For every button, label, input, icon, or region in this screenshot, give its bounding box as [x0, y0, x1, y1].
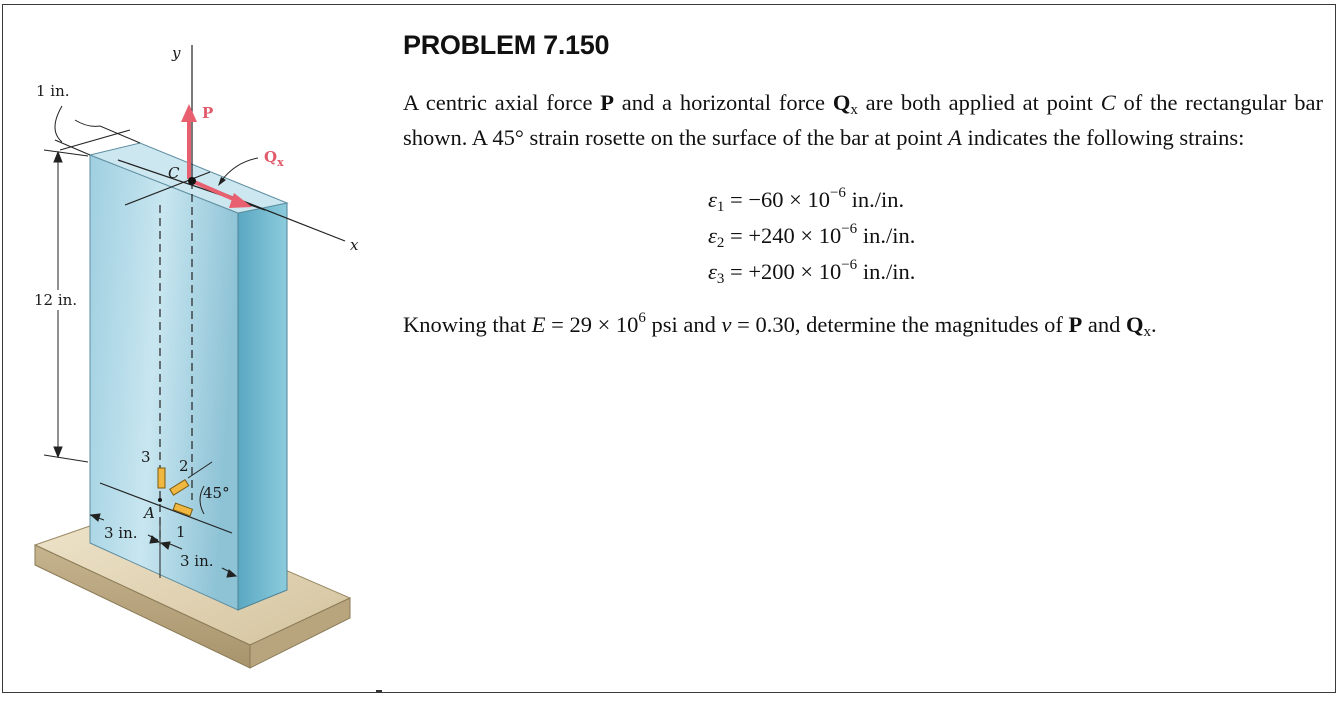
height-label: 12 in. [34, 291, 78, 309]
force-q-label: $Q_x$ [264, 148, 284, 169]
strain-eq-3: $\varepsilon_3 = +200 \times 10^{-6}$ in./in. [708, 257, 916, 287]
dim-right-label: 3 in. [180, 552, 214, 570]
strain-eq-2: $\varepsilon_2 = +240 \times 10^{-6}$ in./in. [708, 221, 916, 251]
point-a-label: A [144, 504, 155, 522]
gage-3 [158, 468, 165, 488]
angle-label: 45° [203, 484, 230, 502]
bar-figure [0, 0, 380, 701]
x-axis-label: x [350, 236, 359, 254]
point-c-label: C [168, 164, 180, 182]
problem-title: PROBLEM 7.150 [403, 30, 610, 60]
point-c-dot [188, 177, 196, 185]
dim-left-label: 3 in. [104, 524, 138, 542]
problem-question: Knowing that $E = 29 \times 10^6$ psi and ν = 0.30, determine the magnitudes of P and Qx. [403, 310, 1157, 340]
strain-eq-1: $\varepsilon_1 = -60 \times 10^{-6}$ in./in. [708, 185, 905, 215]
force-p-label: P [202, 104, 214, 122]
strain-equations [708, 175, 1323, 287]
thickness-label: 1 in. [36, 82, 70, 100]
gage-3-label: 3 [141, 448, 151, 466]
gage-2-label: 2 [179, 457, 189, 475]
y-axis-label: y [172, 44, 181, 62]
gage-1-label: 1 [176, 523, 186, 541]
tick-mark [376, 690, 382, 692]
problem-intro: A centric axial force P and a horizontal force Qx are both applied at point C of the rectangular bar shown. A 45° strain rosette on the surface of the bar at point A indicates the following strains: [403, 90, 1323, 150]
problem-text [403, 30, 1323, 344]
